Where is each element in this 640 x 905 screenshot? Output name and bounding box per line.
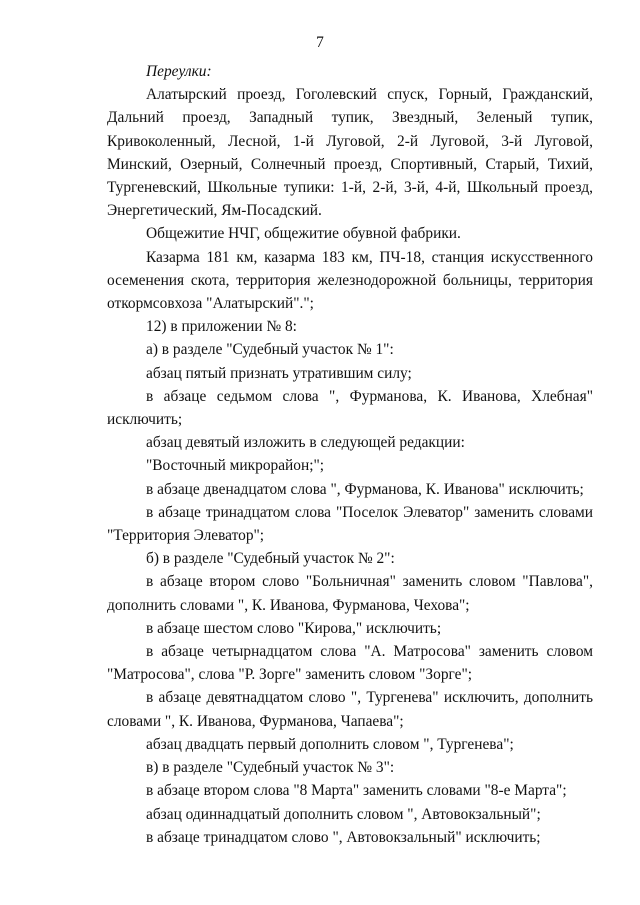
paragraph: в абзаце тринадцатом слово ", Автовокзальный" исключить; <box>146 828 541 846</box>
section-heading-pereulki: Переулки: <box>146 63 212 80</box>
paragraph: абзац девятый изложить в следующей редакции: <box>146 434 465 452</box>
paragraph-subitem-v: в) в разделе "Судебный участок № 3": <box>146 759 395 777</box>
paragraph-barracks: Казарма 181 км, казарма 183 км, ПЧ-18, станция искусственного осеменения скота, территория железнодорожной больницы, территория откормсовхоза "Алатырский"."; <box>107 248 593 313</box>
paragraph-dormitories: Общежитие НЧГ, общежитие обувной фабрики. <box>146 225 461 243</box>
paragraph: в абзаце седьмом слова ", Фурманова, К. Иванова, Хлебная" исключить; <box>107 387 593 429</box>
paragraph: "Восточный микрорайон;"; <box>146 457 325 475</box>
paragraph-subitem-a: а) в разделе "Судебный участок № 1": <box>146 341 394 359</box>
paragraph: в абзаце тринадцатом слова "Поселок Элеватор" заменить словами "Территория Элеватор"; <box>107 503 593 545</box>
paragraph-lanes-list: Алатырский проезд, Гоголевский спуск, Горный, Гражданский, Дальний проезд, Западный тупик, Звездный, Зеленый тупик, Кривоколенный, Лесной, 1-й Луговой, 2-й Луговой, 3-й Луговой, Минский, Озерный, Солнечный проезд, Спортивный, Старый, Тихий, Тургеневский, Школьные тупики: 1-й, 2-й, 3-й, 4-й, Школьный проезд, Энергетический, Ям-Посадский. <box>107 86 593 220</box>
paragraph-subitem-b: б) в разделе "Судебный участок № 2": <box>146 550 395 568</box>
page-number: 7 <box>316 34 324 51</box>
paragraph: в абзаце двенадцатом слова ", Фурманова, К. Иванова" исключить; <box>146 480 584 498</box>
paragraph: абзац двадцать первый дополнить словом ", Тургенева"; <box>146 735 514 753</box>
paragraph: абзац пятый признать утратившим силу; <box>146 364 412 382</box>
document-body <box>107 60 593 849</box>
paragraph: в абзаце втором слово "Больничная" заменить словом "Павлова", дополнить словами ", К. Иванова, Фурманова, Чехова"; <box>107 573 593 614</box>
paragraph-item-12: 12) в приложении № 8: <box>146 318 297 336</box>
paragraph: в абзаце четырнадцатом слова "А. Матросова" заменить словом "Матросова", слова "Р. Зорге" заменить словом "Зорге"; <box>107 643 593 684</box>
paragraph: абзац одиннадцатый дополнить словом ", Автовокзальный"; <box>146 805 541 823</box>
paragraph: в абзаце девятнадцатом слово ", Тургенева" исключить, дополнить словами ", К. Иванова, Фурманова, Чапаева"; <box>107 689 593 730</box>
paragraph: в абзаце втором слова "8 Марта" заменить словами "8-е Марта"; <box>146 782 567 800</box>
paragraph: в абзаце шестом слово "Кирова," исключить; <box>146 619 442 637</box>
